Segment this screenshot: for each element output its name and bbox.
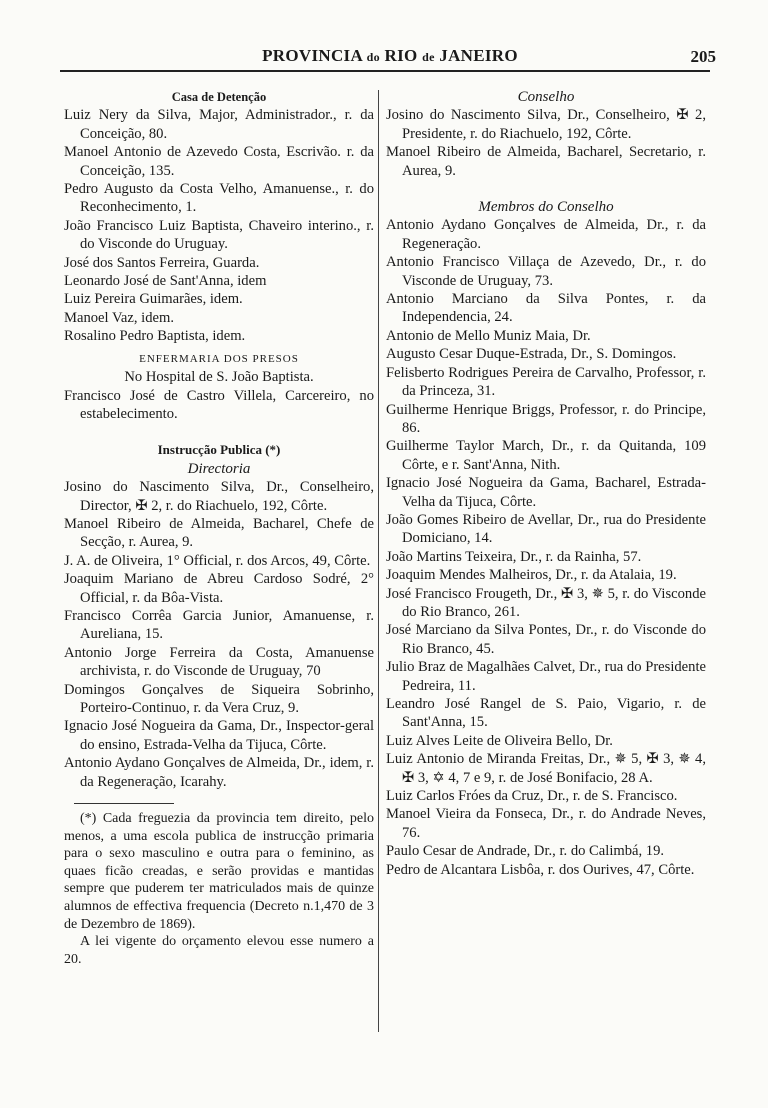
list-item: Manoel Vaz, idem. [64,309,174,326]
list-item: Domingos Gonçalves de Siqueira Sobrinho, Porteiro-Continuo, r. da Vera Cruz, 9. [64,681,374,716]
list-item: Ignacio José Nogueira da Gama, Dr., Inspector-geral do ensino, Estrada-Velha da Tijuca, Côrte. [64,718,374,753]
list-item: Guilherme Henrique Briggs, Professor, r. do Principe, 86. [386,401,706,436]
list-item: Paulo Cesar de Andrade, Dr., r. do Calimbá, 19. [386,843,665,860]
list-item: Antonio Jorge Ferreira da Costa, Amanuense archivista, r. do Visconde de Uruguay, 70 [64,644,374,680]
list-item: Ignacio José Nogueira da Gama, Bacharel, Estrada-Velha da Tijuca, Côrte. [386,475,706,510]
list-item: Francisco Corrêa Garcia Junior, Amanuense, r. Aureliana, 15. [64,607,374,643]
column-divider [378,90,379,1032]
list-item: Manoel Ribeiro de Almeida, Bacharel, Chefe de Secção, r. Aurea, 9. [64,515,374,551]
list-item: João Gomes Ribeiro de Avellar, Dr., rua do Presidente Domiciano, 14. [386,511,706,547]
right-column [386,88,706,879]
list-item: Manoel Antonio de Azevedo Costa, Escrivão. r. da Conceição, 135. [64,144,374,179]
title-de2: de [422,50,435,64]
list-item: Manoel Ribeiro de Almeida, Bacharel, Secretario, r. Aurea, 9. [386,144,706,179]
list-item: José Francisco Frougeth, Dr., ✠ 3, ✵ 5, r. do Visconde do Rio Branco, 261. [386,585,706,620]
casa-heading: Casa de Detenção [171,90,267,104]
list-item: Pedro de Alcantara Lisbôa, r. dos Ourives, 47, Côrte. [386,861,695,878]
footnote-text-2: A lei vigente do orçamento elevou esse numero a 20. [64,934,374,967]
title-province: PROVINCIA [262,46,363,65]
enfermaria-heading: ENFERMARIA DOS PRESOS [139,352,299,365]
list-item: Augusto Cesar Duque-Estrada, Dr., S. Domingos. [386,346,677,363]
list-item: Julio Braz de Magalhães Calvet, Dr., rua do Presidente Pedreira, 11. [386,659,706,694]
list-item: Manoel Vieira da Fonseca, Dr., r. do Andrade Neves, 76. [386,806,706,841]
list-item: J. A. de Oliveira, 1° Official, r. dos Arcos, 49, Côrte. [64,552,371,569]
list-item: Leandro José Rangel de S. Paio, Vigario, r. de Sant'Anna, 15. [386,696,706,731]
header-rule [60,70,710,72]
list-item: Joaquim Mariano de Abreu Cardoso Sodré, 2° Official, r. da Bôa-Vista. [64,571,374,606]
title-rio: RIO [384,46,418,65]
list-item: Joaquim Mendes Malheiros, Dr., r. da Atalaia, 19. [386,567,677,584]
membros-heading: Membros do Conselho [478,199,614,216]
list-item: Luiz Antonio de Miranda Freitas, Dr., ✵ 5, ✠ 3, ✵ 4, ✠ 3, ✡ 4, 7 e 9, r. de José Bonifacio, 28 A. [386,751,706,786]
list-item: Luiz Nery da Silva, Major, Administrador., r. da Conceição, 80. [64,107,374,142]
list-item: Francisco José de Castro Villela, Carcereiro, no estabelecimento. [64,387,374,422]
list-item: Antonio de Mello Muniz Maia, Dr. [386,327,591,344]
left-column [64,88,374,968]
list-item: Antonio Aydano Gonçalves de Almeida, Dr., r. da Regeneração. [386,217,706,252]
list-item: Antonio Aydano Gonçalves de Almeida, Dr., idem, r. da Regeneração, Icarahy. [64,755,374,790]
list-item: José dos Santos Ferreira, Guarda. [64,254,260,271]
page-number: 205 [690,47,716,66]
instrucao-heading: Instrucção Publica (*) [157,442,281,458]
list-item: Antonio Marciano da Silva Pontes, r. da Independencia, 24. [386,291,706,326]
list-item: João Martins Teixeira, Dr., r. da Rainha, 57. [386,548,642,565]
list-item: Josino do Nascimento Silva, Dr., Conselheiro, Director, ✠ 2, r. do Riachuelo, 192, Côrte. [64,479,374,514]
list-item: Pedro Augusto da Costa Velho, Amanuense., r. do Reconhecimento, 1. [64,181,374,216]
list-item: Rosalino Pedro Baptista, idem. [64,328,246,345]
conselho-heading: Conselho [517,89,575,105]
list-item: Josino do Nascimento Silva, Dr., Conselheiro, ✠ 2, Presidente, r. do Riachuelo, 192, Côrte. [386,107,706,142]
list-item: Luiz Pereira Guimarães, idem. [64,291,243,308]
running-head [60,46,720,70]
list-item: Antonio Francisco Villaça de Azevedo, Dr., r. do Visconde de Uruguay, 73. [386,254,706,289]
footnote-rule [74,803,174,804]
list-item: Guilherme Taylor March, Dr., r. da Quitanda, 109 Côrte, e r. Sant'Anna, Nith. [386,438,706,473]
footnote-text: (*) Cada freguezia da provincia tem direito, pelo menos, a uma escola publica de instrucção primaria para o sexo masculino e outra para o feminino, as quaes ficão creadas, e serão providas e mantidas sempre que puderem ter matriculados mais de quinze alumnos de effectiva frequencia (Decreto n.1,470 de 3 de Dezembro de 1869). [64,811,374,932]
title-de: do [366,50,380,64]
list-item: Felisberto Rodrigues Pereira de Carvalho, Professor, r. da Princeza, 31. [386,364,706,400]
list-item: Leonardo José de Sant'Anna, idem [64,273,267,290]
list-item: João Francisco Luiz Baptista, Chaveiro interino., r. do Visconde do Uruguay. [64,217,374,253]
enfermaria-sub: No Hospital de S. João Baptista. [124,369,314,386]
list-item: José Marciano da Silva Pontes, Dr., r. do Visconde do Rio Branco, 45. [386,622,706,657]
footnote [64,810,374,968]
list-item: Luiz Alves Leite de Oliveira Bello, Dr. [386,732,613,749]
title-janeiro: JANEIRO [439,46,518,65]
directoria-heading: Directoria [187,460,251,477]
list-item: Luiz Carlos Fróes da Cruz, Dr., r. de S. Francisco. [386,788,678,805]
